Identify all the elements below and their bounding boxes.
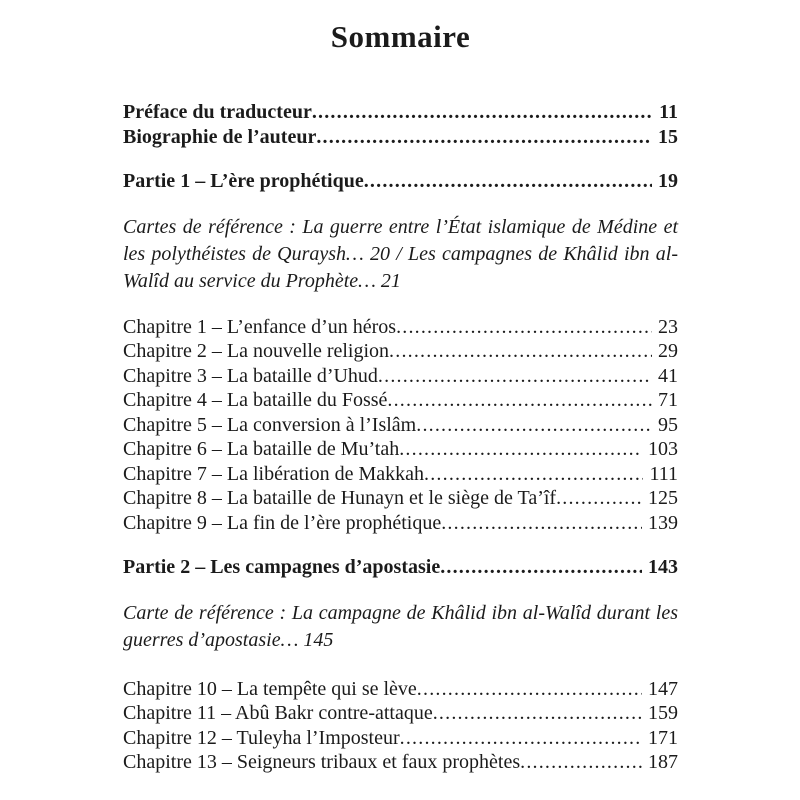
- entry-page-number: 71: [658, 389, 678, 411]
- dot-leader: [416, 413, 652, 438]
- dot-leader: [556, 486, 642, 511]
- entry-page-number: 159: [648, 702, 678, 724]
- entry-page-number: 103: [648, 438, 678, 460]
- entry-label: Préface du traducteur: [123, 101, 312, 123]
- dot-leader: [433, 701, 642, 726]
- entry-page-number: 29: [658, 340, 678, 362]
- reference-maps-note-part-1: Cartes de référence : La guerre entre l’État islamique de Médine et les polythéistes de Quraysh… 20 / Les campagnes de Khâlid ibn al-Walîd au service du Prophète… 21: [123, 215, 678, 292]
- entry-page-number: 23: [658, 315, 678, 338]
- entry-label: Chapitre 11 – Abû Bakr contre-attaque: [123, 702, 433, 724]
- entry-label: Chapitre 1 – L’enfance d’un héros: [123, 315, 397, 338]
- entry-page-number: 125: [648, 487, 678, 509]
- entry-label: Partie 1 – L’ère prophétique: [123, 170, 364, 192]
- entry-label: Chapitre 9 – La fin de l’ère prophétique: [123, 511, 442, 534]
- dot-leader: [441, 511, 642, 536]
- entry-label: Chapitre 10 – La tempête qui se lève: [123, 677, 417, 700]
- toc-entry-chapitre-13: [123, 750, 678, 775]
- entry-label: Biographie de l’auteur: [123, 125, 317, 148]
- dot-leader: [440, 555, 642, 580]
- front-matter-section: [123, 100, 678, 149]
- toc-entry-chapitre-8: [123, 486, 678, 511]
- toc-entry-chapitre-9: [123, 511, 678, 536]
- toc-entry-partie-2: [123, 555, 678, 580]
- entry-label: Chapitre 12 – Tuleyha l’Imposteur: [123, 726, 400, 749]
- dot-leader: [520, 750, 642, 775]
- toc-entry-chapitre-7: [123, 462, 678, 487]
- dot-leader: [396, 315, 652, 340]
- toc-entry-chapitre-1: [123, 315, 678, 340]
- dot-leader: [378, 364, 652, 389]
- dot-leader: [399, 437, 642, 462]
- toc-entry-chapitre-6: [123, 437, 678, 462]
- toc-entry-chapitre-2: [123, 339, 678, 364]
- entry-page-number: 111: [649, 462, 678, 485]
- toc-entry-biographie: [123, 125, 678, 150]
- toc-entry-chapitre-3: [123, 364, 678, 389]
- part-2-chapter-list: [123, 677, 678, 775]
- toc-entry-chapitre-12: [123, 726, 678, 751]
- dot-leader: [400, 726, 642, 751]
- entry-page-number: 171: [648, 726, 678, 749]
- entry-page-number: 143: [648, 556, 678, 578]
- dot-leader: [389, 339, 652, 364]
- entry-page-number: 95: [658, 413, 678, 436]
- entry-page-number: 15: [658, 125, 678, 148]
- entry-page-number: 139: [648, 511, 678, 534]
- entry-label: Chapitre 6 – La bataille de Mu’tah: [123, 438, 400, 460]
- entry-label: Chapitre 2 – La nouvelle religion: [123, 340, 390, 362]
- part-1-chapter-list: [123, 315, 678, 536]
- entry-label: Chapitre 13 – Seigneurs tribaux et faux prophètes: [123, 751, 521, 773]
- toc-entry-preface: [123, 100, 678, 125]
- part-1-section: [123, 169, 678, 535]
- page-title: Sommaire: [330, 19, 471, 54]
- toc-entry-partie-1: [123, 169, 678, 194]
- entry-label: Chapitre 8 – La bataille de Hunayn et le siège de Ta’îf: [123, 487, 557, 509]
- dot-leader: [387, 388, 652, 413]
- entry-page-number: 41: [658, 364, 678, 387]
- entry-label: Partie 2 – Les campagnes d’apostasie: [123, 556, 441, 578]
- entry-page-number: 147: [648, 677, 678, 700]
- entry-page-number: 187: [648, 751, 678, 773]
- toc-entry-chapitre-4: [123, 388, 678, 413]
- toc-entry-chapitre-10: [123, 677, 678, 702]
- entry-label: Chapitre 7 – La libération de Makkah: [123, 462, 425, 485]
- dot-leader: [316, 125, 652, 150]
- entry-label: Chapitre 5 – La conversion à l’Islâm: [123, 413, 417, 436]
- entry-page-number: 19: [658, 170, 678, 192]
- entry-page-number: 11: [659, 101, 678, 123]
- dot-leader: [424, 462, 643, 487]
- reference-map-note-part-2: Carte de référence : La campagne de Khâlid ibn al-Walîd durant les guerres d’apostasie… 145: [123, 601, 678, 651]
- dot-leader: [417, 677, 642, 702]
- toc-entry-chapitre-5: [123, 413, 678, 438]
- part-2-section: [123, 555, 678, 775]
- toc-entry-chapitre-11: [123, 701, 678, 726]
- entry-label: Chapitre 3 – La bataille d’Uhud: [123, 364, 378, 387]
- entry-label: Chapitre 4 – La bataille du Fossé: [123, 389, 388, 411]
- dot-leader: [364, 169, 652, 194]
- dot-leader: [312, 100, 653, 125]
